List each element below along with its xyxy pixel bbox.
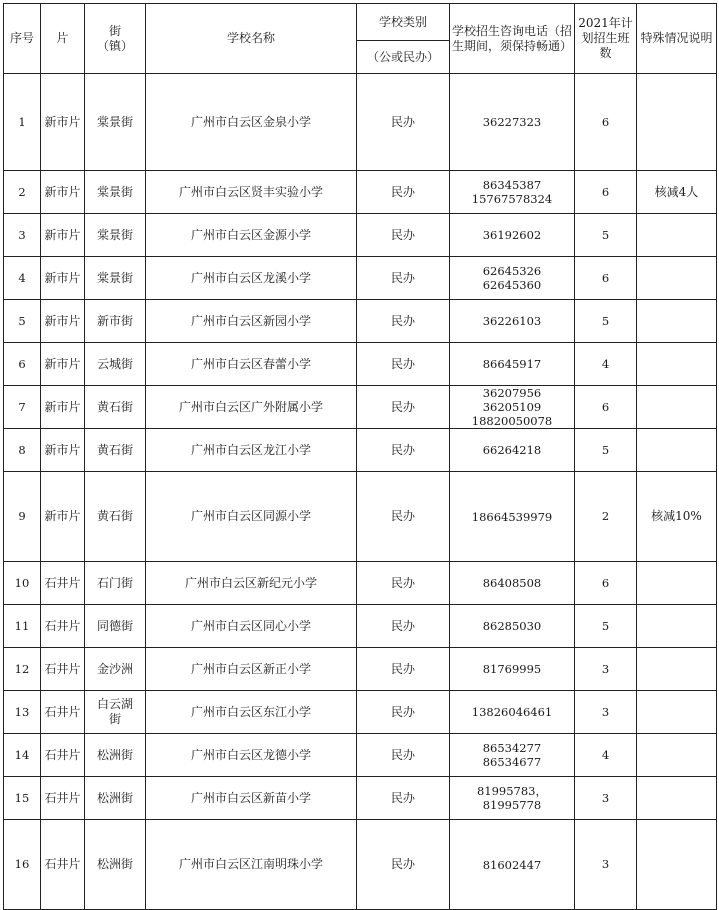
row-phone: 81769995 — [450, 648, 575, 691]
header-note: 特殊情况说明 — [637, 4, 717, 74]
row-type: 民办 — [357, 648, 450, 691]
row-school: 广州市白云区江南明珠小学 — [146, 820, 357, 910]
row-phone: 18664539979 — [450, 472, 575, 562]
row-school: 广州市白云区贤丰实验小学 — [146, 171, 357, 214]
row-seq: 12 — [4, 648, 41, 691]
row-school: 广州市白云区新园小学 — [146, 300, 357, 343]
row-street: 金沙洲 — [85, 648, 146, 691]
row-phone: 81995783，81995778 — [450, 777, 575, 820]
row-school: 广州市白云区同心小学 — [146, 605, 357, 648]
table-row — [4, 74, 717, 171]
row-phone: 86645917 — [450, 343, 575, 386]
row-area: 新市片 — [41, 74, 85, 171]
row-school: 广州市白云区新正小学 — [146, 648, 357, 691]
row-type: 民办 — [357, 300, 450, 343]
row-school: 广州市白云区金泉小学 — [146, 74, 357, 171]
row-area: 新市片 — [41, 300, 85, 343]
row-type: 民办 — [357, 605, 450, 648]
row-classes: 5 — [575, 429, 637, 472]
row-street: 同德街 — [85, 605, 146, 648]
row-area: 石井片 — [41, 820, 85, 910]
row-classes: 6 — [575, 386, 637, 429]
header-phone: 学校招生咨询电话（招生期间，须保持畅通） — [450, 4, 575, 74]
row-area: 新市片 — [41, 343, 85, 386]
row-classes: 6 — [575, 74, 637, 171]
row-seq: 13 — [4, 691, 41, 734]
row-school: 广州市白云区龙江小学 — [146, 429, 357, 472]
row-classes: 3 — [575, 691, 637, 734]
row-phone: 36207956 36205109 18820050078 — [450, 386, 575, 429]
row-seq: 2 — [4, 171, 41, 214]
row-school: 广州市白云区龙德小学 — [146, 734, 357, 777]
row-school: 广州市白云区广外附属小学 — [146, 386, 357, 429]
row-classes: 6 — [575, 257, 637, 300]
row-street: 石门街 — [85, 562, 146, 605]
row-classes: 5 — [575, 605, 637, 648]
row-classes: 2 — [575, 472, 637, 562]
row-seq: 5 — [4, 300, 41, 343]
row-street: 松洲街 — [85, 777, 146, 820]
row-classes: 4 — [575, 343, 637, 386]
row-area: 石井片 — [41, 648, 85, 691]
row-classes: 3 — [575, 648, 637, 691]
row-seq: 8 — [4, 429, 41, 472]
row-area: 石井片 — [41, 777, 85, 820]
row-seq: 10 — [4, 562, 41, 605]
header-area: 片 — [41, 4, 85, 74]
row-phone: 62645326 62645360 — [450, 257, 575, 300]
row-note — [637, 820, 717, 910]
row-school: 广州市白云区东江小学 — [146, 691, 357, 734]
row-school: 广州市白云区春蕾小学 — [146, 343, 357, 386]
row-type: 民办 — [357, 429, 450, 472]
row-type: 民办 — [357, 257, 450, 300]
table-row — [4, 300, 717, 343]
row-seq: 3 — [4, 214, 41, 257]
row-note — [637, 74, 717, 171]
row-seq: 7 — [4, 386, 41, 429]
row-note: 核减10% — [637, 472, 717, 562]
table-row — [4, 605, 717, 648]
row-type: 民办 — [357, 74, 450, 171]
row-type: 民办 — [357, 777, 450, 820]
table-row — [4, 429, 717, 472]
row-type: 民办 — [357, 343, 450, 386]
header-street: 街 （镇） — [85, 4, 146, 74]
row-street: 云城街 — [85, 343, 146, 386]
row-area: 新市片 — [41, 386, 85, 429]
row-note — [637, 605, 717, 648]
row-street: 棠景街 — [85, 171, 146, 214]
table-row — [4, 691, 717, 734]
enrollment-table — [3, 3, 717, 910]
row-area: 新市片 — [41, 429, 85, 472]
row-phone: 86408508 — [450, 562, 575, 605]
row-street: 黄石街 — [85, 429, 146, 472]
row-note — [637, 386, 717, 429]
row-seq: 15 — [4, 777, 41, 820]
table-row — [4, 648, 717, 691]
table-row — [4, 734, 717, 777]
header-type-bottom: （公或民办） — [357, 41, 450, 74]
row-area: 石井片 — [41, 562, 85, 605]
row-seq: 4 — [4, 257, 41, 300]
table-row — [4, 343, 717, 386]
row-phone: 86285030 — [450, 605, 575, 648]
row-street: 棠景街 — [85, 257, 146, 300]
row-type: 民办 — [357, 171, 450, 214]
row-school: 广州市白云区金源小学 — [146, 214, 357, 257]
row-classes: 5 — [575, 300, 637, 343]
row-classes: 6 — [575, 171, 637, 214]
row-phone: 36227323 — [450, 74, 575, 171]
row-classes: 3 — [575, 820, 637, 910]
row-note — [637, 562, 717, 605]
row-street: 黄石街 — [85, 472, 146, 562]
row-type: 民办 — [357, 214, 450, 257]
row-area: 石井片 — [41, 691, 85, 734]
row-classes: 5 — [575, 214, 637, 257]
row-street: 松洲街 — [85, 820, 146, 910]
table-row — [4, 257, 717, 300]
row-phone: 36192602 — [450, 214, 575, 257]
row-school: 广州市白云区新苗小学 — [146, 777, 357, 820]
table-row — [4, 777, 717, 820]
row-classes: 4 — [575, 734, 637, 777]
row-area: 新市片 — [41, 472, 85, 562]
row-note — [637, 734, 717, 777]
row-street: 松洲街 — [85, 734, 146, 777]
row-area: 石井片 — [41, 734, 85, 777]
table-row — [4, 820, 717, 910]
header-classes: 2021年计划招生班数 — [575, 4, 637, 74]
row-seq: 9 — [4, 472, 41, 562]
row-note — [637, 648, 717, 691]
header-school: 学校名称 — [146, 4, 357, 74]
row-note — [637, 691, 717, 734]
row-note — [637, 429, 717, 472]
table-row — [4, 472, 717, 562]
row-note — [637, 300, 717, 343]
row-area: 新市片 — [41, 214, 85, 257]
row-phone: 66264218 — [450, 429, 575, 472]
row-seq: 6 — [4, 343, 41, 386]
row-area: 新市片 — [41, 171, 85, 214]
row-seq: 11 — [4, 605, 41, 648]
row-street: 白云湖街 — [85, 691, 146, 734]
row-street: 棠景街 — [85, 74, 146, 171]
row-type: 民办 — [357, 820, 450, 910]
row-note — [637, 777, 717, 820]
table-row — [4, 214, 717, 257]
row-seq: 16 — [4, 820, 41, 910]
row-note: 核减4人 — [637, 171, 717, 214]
row-seq: 1 — [4, 74, 41, 171]
table-row — [4, 171, 717, 214]
table-row — [4, 562, 717, 605]
header-type-top: 学校类别 — [357, 4, 450, 41]
row-phone: 86534277 86534677 — [450, 734, 575, 777]
row-note — [637, 214, 717, 257]
row-phone: 13826046461 — [450, 691, 575, 734]
row-type: 民办 — [357, 472, 450, 562]
row-school: 广州市白云区龙溪小学 — [146, 257, 357, 300]
row-phone: 81602447 — [450, 820, 575, 910]
row-type: 民办 — [357, 734, 450, 777]
row-type: 民办 — [357, 386, 450, 429]
row-note — [637, 257, 717, 300]
row-classes: 6 — [575, 562, 637, 605]
row-street: 新市街 — [85, 300, 146, 343]
row-street: 黄石街 — [85, 386, 146, 429]
row-type: 民办 — [357, 562, 450, 605]
row-note — [637, 343, 717, 386]
row-type: 民办 — [357, 691, 450, 734]
row-seq: 14 — [4, 734, 41, 777]
table-row — [4, 386, 717, 429]
row-phone: 36226103 — [450, 300, 575, 343]
row-classes: 3 — [575, 777, 637, 820]
row-school: 广州市白云区新纪元小学 — [146, 562, 357, 605]
row-area: 新市片 — [41, 257, 85, 300]
row-phone: 86345387 15767578324 — [450, 171, 575, 214]
row-area: 石井片 — [41, 605, 85, 648]
row-street: 棠景街 — [85, 214, 146, 257]
row-school: 广州市白云区同源小学 — [146, 472, 357, 562]
header-seq: 序号 — [4, 4, 41, 74]
